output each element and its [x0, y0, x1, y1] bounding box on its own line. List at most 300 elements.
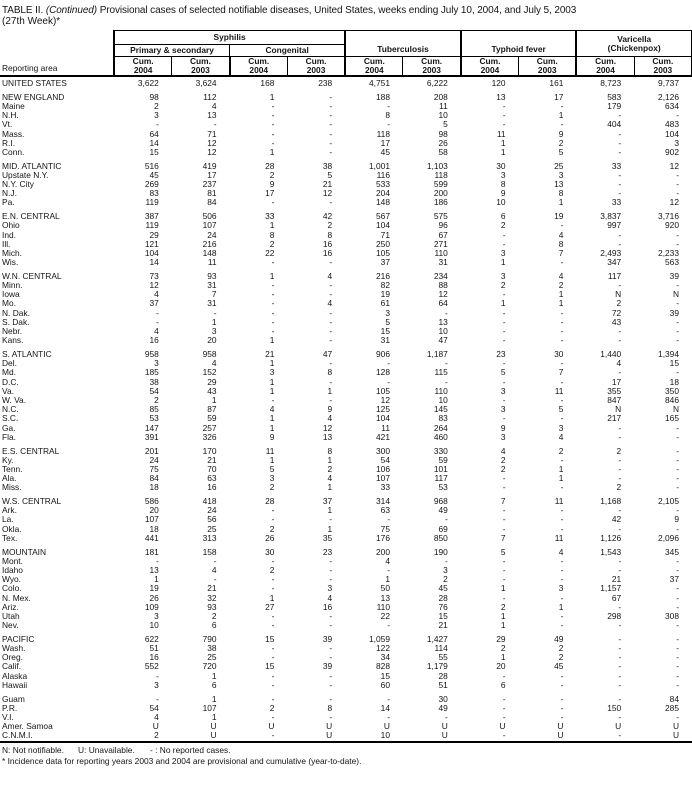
value-cell: - — [271, 290, 275, 300]
value-cell: 257 — [202, 423, 217, 433]
value-cell: - — [618, 129, 622, 139]
value-cell: - — [213, 120, 217, 130]
table-row — [0, 281, 692, 290]
table-row — [0, 465, 692, 474]
value-cell: 9 — [327, 405, 333, 415]
reporting-area-cell: Mass. — [2, 129, 25, 139]
value-cell: 118 — [434, 170, 448, 180]
value-cell: 238 — [318, 78, 333, 88]
value-cell: 114 — [434, 644, 448, 654]
value-cell: 3 — [558, 170, 564, 180]
value-cell: 300 — [376, 446, 390, 456]
value-cell: 145 — [433, 405, 448, 415]
value-cell: 190 — [433, 547, 448, 557]
value-cell: 1 — [269, 386, 275, 396]
value-cell: - — [676, 565, 679, 575]
reporting-area-cell: W.S. CENTRAL — [2, 497, 62, 507]
value-cell: - — [618, 671, 622, 681]
value-cell: - — [560, 556, 564, 566]
value-cell: - — [618, 556, 622, 566]
table-row — [0, 525, 692, 534]
value-cell: - — [676, 602, 679, 612]
value-cell: 1 — [327, 386, 333, 396]
value-cell: - — [618, 464, 622, 474]
cum-2003-header: Cum. 2003 — [403, 57, 461, 77]
value-cell: 7 — [500, 533, 506, 543]
value-cell: - — [618, 634, 622, 644]
value-cell: - — [618, 644, 622, 654]
value-cell: 30 — [265, 547, 275, 557]
value-cell: 997 — [607, 221, 622, 231]
value-cell: 117 — [434, 474, 448, 484]
value-cell: - — [560, 565, 564, 575]
value-cell: 1 — [385, 575, 390, 585]
value-cell: - — [329, 611, 333, 621]
value-cell: 24 — [149, 455, 159, 465]
value-cell: 170 — [202, 446, 217, 456]
value-cell: 54 — [149, 386, 159, 396]
value-cell: 106 — [376, 464, 390, 474]
value-cell: U — [210, 731, 217, 741]
value-cell: 350 — [665, 386, 679, 396]
reporting-area-cell: Utah — [2, 611, 20, 621]
value-cell: 12 — [669, 161, 679, 171]
value-cell: - — [156, 556, 159, 566]
table-header — [0, 31, 692, 77]
value-cell: - — [560, 327, 564, 337]
table-row — [0, 309, 692, 318]
value-cell: 6 — [211, 621, 217, 631]
reporting-area-cell: Ark. — [2, 506, 17, 516]
table-row — [0, 612, 692, 621]
value-cell: 28 — [265, 161, 275, 171]
value-cell: 1 — [500, 147, 506, 157]
value-cell: - — [213, 575, 217, 585]
value-cell: 483 — [665, 120, 679, 130]
value-cell: 104 — [665, 129, 679, 139]
value-cell: 4 — [154, 290, 159, 300]
value-cell: 104 — [376, 221, 390, 231]
value-cell: - — [271, 506, 275, 516]
table-row — [0, 483, 692, 492]
reporting-area-cell: Minn. — [2, 281, 23, 291]
value-cell: 13 — [322, 432, 333, 442]
value-cell: - — [329, 120, 333, 130]
table-row — [0, 653, 692, 662]
reporting-area-cell: Ala. — [2, 474, 17, 484]
value-cell: - — [329, 147, 333, 157]
value-cell: 4 — [211, 565, 217, 575]
value-cell: 2 — [500, 455, 506, 465]
value-cell: 161 — [549, 78, 564, 88]
value-cell: - — [329, 258, 333, 268]
value-cell: - — [560, 455, 564, 465]
cum-2004-header: Cum. 2004 — [576, 57, 634, 77]
value-cell: - — [271, 281, 275, 291]
value-cell: 14 — [149, 258, 159, 268]
table-row — [0, 180, 692, 189]
value-cell: 116 — [376, 170, 390, 180]
value-cell: 314 — [376, 497, 390, 507]
value-cell: - — [271, 644, 275, 654]
value-cell: 1 — [558, 111, 564, 121]
value-cell: 18 — [149, 483, 159, 493]
value-cell: 25 — [207, 524, 217, 534]
value-cell: 128 — [376, 368, 390, 378]
value-cell: 104 — [376, 414, 390, 424]
value-cell: - — [676, 474, 679, 484]
reporting-area-cell: E.S. CENTRAL — [2, 446, 60, 456]
value-cell: 4 — [269, 405, 275, 415]
reporting-area-cell: MOUNTAIN — [2, 547, 47, 557]
value-cell: 8 — [327, 230, 333, 240]
value-cell: - — [329, 138, 333, 148]
value-cell: - — [560, 694, 564, 704]
value-cell: 38 — [149, 377, 159, 387]
value-cell: 17 — [207, 170, 217, 180]
value-cell: - — [560, 258, 564, 268]
value-cell: 15 — [265, 634, 275, 644]
value-cell: 101 — [433, 464, 448, 474]
value-cell: 29 — [149, 230, 159, 240]
value-cell: 355 — [607, 386, 622, 396]
value-cell: 83 — [438, 414, 448, 424]
value-cell: U — [615, 722, 622, 732]
value-cell: 15 — [380, 327, 390, 337]
value-cell: - — [502, 336, 506, 346]
table-row — [0, 722, 692, 731]
value-cell: - — [560, 414, 564, 424]
value-cell: - — [387, 359, 390, 369]
reporting-area-cell: Iowa — [2, 290, 20, 300]
value-cell: - — [329, 129, 333, 139]
table-row — [0, 76, 692, 88]
value-cell: 31 — [207, 299, 217, 309]
value-cell: 25 — [554, 161, 564, 171]
value-cell: 84 — [149, 474, 159, 484]
value-cell: 107 — [202, 703, 217, 713]
value-cell: - — [618, 336, 622, 346]
value-cell: 70 — [207, 464, 217, 474]
value-cell: 8,723 — [600, 78, 622, 88]
value-cell: 107 — [202, 221, 217, 231]
reporting-area-cell: S. ATLANTIC — [2, 349, 52, 359]
cum-2004-header: Cum. 2004 — [461, 57, 519, 77]
value-cell: - — [676, 368, 679, 378]
value-cell: 330 — [433, 446, 448, 456]
value-cell: 1 — [500, 299, 506, 309]
table-row — [0, 603, 692, 612]
value-cell: 201 — [144, 446, 159, 456]
table-row — [0, 405, 692, 414]
table-row — [0, 474, 692, 483]
value-cell: - — [387, 713, 390, 722]
varicella-group-header — [576, 31, 692, 57]
value-cell: 1,168 — [600, 497, 622, 507]
value-cell: 17 — [554, 92, 564, 102]
value-cell: 15 — [438, 611, 448, 621]
value-cell: - — [502, 713, 506, 722]
footnote-not-notifiable: N: Not notifiable. — [2, 745, 64, 756]
value-cell: 4 — [616, 359, 622, 369]
table-row — [0, 198, 692, 207]
value-cell: - — [560, 703, 564, 713]
value-cell: - — [502, 290, 506, 300]
value-cell: 9 — [500, 423, 506, 433]
value-cell: - — [271, 111, 275, 121]
table-row — [0, 368, 692, 377]
table-row — [0, 566, 692, 575]
value-cell: 5 — [558, 147, 564, 157]
value-cell: 109 — [144, 602, 159, 612]
value-cell: 148 — [202, 248, 217, 258]
value-cell: - — [329, 327, 333, 337]
value-cell: 4 — [558, 547, 564, 557]
value-cell: - — [445, 713, 448, 722]
value-cell: 2,096 — [658, 533, 679, 543]
value-cell: 26 — [265, 533, 275, 543]
value-cell: 47 — [438, 336, 448, 346]
value-cell: - — [618, 653, 622, 663]
value-cell: - — [560, 308, 564, 318]
value-cell: - — [676, 593, 679, 603]
value-cell: 38 — [322, 161, 333, 171]
value-cell: 4 — [558, 432, 564, 442]
reporting-area-cell: Ind. — [2, 230, 16, 240]
value-cell: N — [615, 405, 622, 415]
value-cell: 1 — [327, 455, 333, 465]
congenital-header: Congenital — [230, 45, 346, 57]
value-cell: 29 — [496, 634, 506, 644]
value-cell: 19 — [554, 212, 564, 222]
table-row — [0, 189, 692, 198]
value-cell: 720 — [202, 662, 217, 672]
reporting-area-cell: Wis. — [2, 258, 19, 268]
value-cell: - — [618, 170, 622, 180]
reporting-area-cell: Colo. — [2, 584, 22, 594]
value-cell: 1 — [500, 611, 506, 621]
value-cell: 14 — [149, 138, 159, 148]
value-cell: 3 — [154, 359, 159, 369]
value-cell: 1 — [558, 474, 564, 484]
value-cell: 1,001 — [369, 161, 390, 171]
value-cell: 39 — [322, 662, 333, 672]
value-cell: 326 — [202, 432, 217, 442]
reporting-area-cell: La. — [2, 515, 14, 525]
value-cell: - — [560, 359, 564, 369]
reporting-area-cell: MID. ATLANTIC — [2, 161, 62, 171]
value-cell: - — [502, 317, 506, 327]
value-cell: 2,105 — [658, 497, 679, 507]
value-cell: 2 — [154, 101, 159, 111]
reporting-area-cell: Fla. — [2, 432, 16, 442]
value-cell: 25 — [207, 653, 217, 663]
value-cell: 1,394 — [658, 349, 679, 359]
value-cell: - — [560, 621, 564, 631]
value-cell: 902 — [665, 147, 679, 157]
value-cell: 71 — [380, 230, 390, 240]
table-row — [0, 240, 692, 249]
table-row — [0, 102, 692, 111]
value-cell: 54 — [149, 703, 159, 713]
reporting-area-cell: Va. — [2, 386, 14, 396]
value-cell: - — [676, 680, 679, 690]
value-cell: 64 — [149, 129, 159, 139]
value-cell: 32 — [207, 593, 217, 603]
table-title — [0, 0, 692, 16]
value-cell: 516 — [144, 161, 159, 171]
reporting-area-cell: Tenn. — [2, 464, 23, 474]
value-cell: - — [618, 731, 622, 741]
value-cell: - — [502, 111, 506, 121]
value-cell: 308 — [665, 611, 679, 621]
value-cell: 404 — [607, 120, 622, 130]
value-cell: 16 — [207, 483, 217, 493]
table-row — [0, 695, 692, 704]
value-cell: 56 — [207, 515, 217, 525]
cum-2004-header: Cum. 2004 — [230, 57, 288, 77]
value-cell: 4 — [327, 474, 333, 484]
value-cell: 2 — [616, 446, 622, 456]
value-cell: 1 — [211, 671, 217, 681]
reporting-area-cell: Miss. — [2, 483, 22, 493]
value-cell: - — [676, 634, 679, 644]
value-cell: 2,493 — [600, 248, 622, 258]
value-cell: 3 — [674, 138, 679, 148]
value-cell: 82 — [380, 281, 390, 291]
value-cell: - — [445, 556, 448, 566]
value-cell: U — [557, 722, 564, 732]
value-cell: 533 — [376, 180, 390, 190]
value-cell: 58 — [438, 147, 448, 157]
value-cell: 2 — [269, 483, 275, 493]
table-row — [0, 635, 692, 644]
value-cell: - — [618, 680, 622, 690]
value-cell: - — [676, 446, 679, 456]
value-cell: 2 — [616, 299, 622, 309]
value-cell: 45 — [149, 170, 159, 180]
value-cell: 10 — [380, 731, 390, 741]
value-cell: 110 — [434, 248, 448, 258]
value-cell: 11 — [439, 101, 448, 111]
value-cell: 906 — [376, 349, 390, 359]
value-cell: U — [499, 722, 506, 732]
value-cell: - — [271, 258, 275, 268]
table-title-line2: (27th Week)* — [2, 16, 61, 27]
value-cell: - — [387, 377, 390, 387]
table-row — [0, 130, 692, 139]
tuberculosis-group-header: Tuberculosis — [345, 31, 461, 57]
value-cell: 24 — [207, 230, 217, 240]
table-row — [0, 534, 692, 543]
value-cell: - — [676, 299, 679, 309]
value-cell: - — [618, 432, 622, 442]
value-cell: 419 — [202, 161, 217, 171]
value-cell: - — [502, 359, 506, 369]
value-cell: - — [618, 281, 622, 291]
value-cell: 1 — [558, 299, 564, 309]
value-cell: 3 — [154, 111, 159, 121]
value-cell: - — [502, 230, 506, 240]
value-cell: 2 — [211, 611, 217, 621]
value-cell: 39 — [322, 634, 333, 644]
value-cell: 1 — [500, 653, 506, 663]
value-cell: - — [618, 111, 622, 121]
value-cell: - — [502, 239, 506, 249]
value-cell: 168 — [260, 78, 275, 88]
value-cell: - — [618, 368, 622, 378]
value-cell: 107 — [376, 474, 390, 484]
value-cell: 8 — [327, 368, 333, 378]
value-cell: - — [502, 396, 506, 405]
value-cell: 11 — [496, 129, 506, 139]
value-cell: 563 — [665, 258, 679, 268]
value-cell: 120 — [491, 78, 506, 88]
value-cell: 10 — [438, 327, 448, 337]
value-cell: 269 — [144, 180, 159, 190]
value-cell: 59 — [438, 455, 448, 465]
reporting-area-cell: R.I. — [2, 138, 16, 148]
value-cell: 11 — [265, 446, 275, 456]
cum-2004-header: Cum. 2004 — [345, 57, 403, 77]
table-row — [0, 378, 692, 387]
value-cell: 552 — [144, 662, 159, 672]
value-cell: - — [502, 506, 506, 516]
table-row — [0, 497, 692, 506]
reporting-area-header: Reporting area — [0, 31, 114, 77]
value-cell: 264 — [433, 423, 448, 433]
reporting-area-cell: N.J. — [2, 189, 17, 199]
value-cell: - — [676, 556, 679, 566]
value-cell: 176 — [376, 533, 390, 543]
value-cell: 53 — [438, 483, 448, 493]
value-cell: 1 — [269, 147, 275, 157]
table-row — [0, 359, 692, 368]
value-cell: 418 — [202, 497, 217, 507]
value-cell: 216 — [376, 271, 390, 281]
value-cell: 920 — [665, 221, 679, 231]
reporting-area-cell: Wyo. — [2, 575, 22, 585]
value-cell: - — [271, 308, 275, 318]
value-cell: - — [271, 120, 275, 130]
value-cell: - — [560, 120, 564, 130]
value-cell: - — [271, 680, 275, 690]
value-cell: - — [445, 359, 448, 369]
table-row — [0, 93, 692, 102]
value-cell: 110 — [434, 386, 448, 396]
value-cell: - — [502, 556, 506, 566]
value-cell: - — [560, 680, 564, 690]
value-cell: - — [502, 593, 506, 603]
value-cell: 43 — [207, 386, 217, 396]
table-row — [0, 515, 692, 524]
value-cell: 31 — [207, 281, 217, 291]
varicella-label-line1: Varicella — [617, 33, 652, 44]
value-cell: 20 — [149, 506, 159, 516]
value-cell: 81 — [207, 189, 217, 199]
value-cell: 12 — [669, 198, 679, 208]
value-cell: - — [502, 703, 506, 713]
value-cell: 5 — [269, 464, 275, 474]
value-cell: 347 — [607, 258, 622, 268]
value-cell: 5 — [500, 547, 506, 557]
table-row — [0, 139, 692, 148]
value-cell: 1 — [211, 317, 217, 327]
value-cell: - — [502, 524, 506, 534]
table-continued-label: (Continued) — [45, 5, 97, 16]
value-cell: 39 — [669, 308, 679, 318]
value-cell: - — [329, 336, 333, 346]
